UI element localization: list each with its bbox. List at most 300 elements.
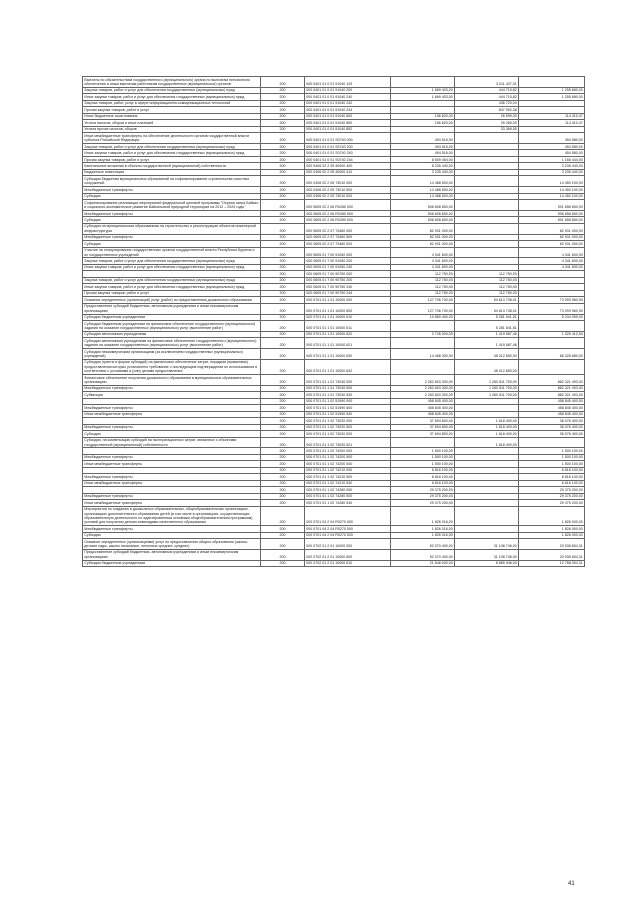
row-code-cell: 200 [261,241,305,247]
unexecuted-amount-cell [519,359,585,374]
row-name-cell: Предоставление субсидий бюджетным, автономным учреждениям и иным некоммерческим организациям [83,303,261,314]
table-row [83,437,585,448]
page-number: 41 [568,881,575,887]
table-row [83,338,585,349]
row-code-cell: 200 [261,303,305,314]
row-name-cell: Капитальные вложения в объекты государственной (муниципальной) собственности [83,163,261,169]
classification-code-cell: 000 0702 01 2 01 10000 610 [305,560,391,566]
table-row [83,176,585,187]
classification-code-cell: 000 0701 01 1 02 74280 540 [305,500,391,506]
unexecuted-amount-cell [519,437,585,448]
row-name-cell: Предоставление субсидий бюджетным, автономным учреждениям и иным некоммерческим организациям [83,549,261,560]
unexecuted-amount-cell: 6 816 100,00 [519,474,585,480]
row-name-cell: Иные закупки товаров, работ и услуг для обеспечения государственных (муниципальных) нужд [83,150,261,156]
unexecuted-amount-cell: 1 500 100,00 [519,448,585,454]
unexecuted-amount-cell: 1 255 680,00 [519,87,585,93]
approved-amount-cell: 4 341 600,00 [391,264,455,270]
row-name-cell: Субсидии бюджетным учреждениям [83,314,261,320]
executed-amount-cell [455,200,519,211]
classification-code-cell: 000 0701 01 1 01 10000 630 [305,349,391,360]
row-code-cell: 200 [261,338,305,349]
classification-code-cell: 000 0401 01 0 01 91040 242 [305,100,391,106]
executed-amount-cell: 31 108 746,00 [455,539,519,550]
row-name-cell: Субсидии [83,532,261,538]
row-name-cell: Субвенции [83,392,261,398]
row-name-cell: Межбюджетные трансферты [83,234,261,240]
classification-code-cell: 000 0605 01 7 00 90750 200 [305,277,391,283]
table-row [83,303,585,314]
row-name-cell: Иные межбюджетные трансферты на обеспечение деятельности органов государственной власти субъекта Российской Федерации [83,133,261,144]
row-name-cell: Межбюджетные трансферты [83,187,261,193]
row-name-cell: Субсидии [83,217,261,223]
approved-amount-cell: 52 070 400,00 [391,549,455,560]
table-row [83,560,585,566]
executed-amount-cell: 1 618 400,00 [455,437,519,448]
executed-amount-cell: 5 281 541,51 [455,314,519,320]
approved-amount-cell: 458 845 400,00 [391,411,455,417]
unexecuted-amount-cell: 12 768 054,31 [519,560,585,566]
unexecuted-amount-cell: 1 325 412,54 [519,331,585,337]
unexecuted-amount-cell: 73 093 960,90 [519,297,585,303]
row-code-cell: 200 [261,424,305,430]
approved-amount-cell: 506 608 650,00 [391,200,455,211]
approved-amount-cell: 1 500 100,00 [391,461,455,467]
approved-amount-cell [391,359,455,374]
row-name-cell: Закупка товаров, работ, услуг в сфере информационно-коммуникационных технологий [83,100,261,106]
unexecuted-amount-cell: 458 845 400,00 [519,411,585,417]
approved-amount-cell: 10 850 400,00 [391,314,455,320]
classification-code-cell: 000 0701 01 1 01 73030 000 [305,374,391,385]
unexecuted-amount-cell [519,338,585,349]
executed-amount-cell: 1 618 400,00 [455,418,519,424]
approved-amount-cell: 37 694 800,00 [391,418,455,424]
classification-code-cell: 000 0701 01 1 02 51590 540 [305,411,391,417]
classification-code-cell: 000 0605 01 7 00 91050 240 [305,264,391,270]
classification-code-cell: 000 0702 01 2 01 10000 600 [305,549,391,560]
classification-code-cell: 000 0401 01 0 01 91040 850 [305,120,391,126]
executed-amount-cell: 1 260 511 700,00 [455,385,519,391]
unexecuted-amount-cell: 73 093 960,90 [519,303,585,314]
approved-amount-cell: 156 620,00 [391,113,455,119]
row-code-cell: 200 [261,234,305,240]
row-code-cell: 200 [261,461,305,467]
classification-code-cell: 000 0401 01 0 01 91040 244 [305,107,391,113]
approved-amount-cell: 112 750,00 [391,290,455,296]
approved-amount-cell: 2 262 603 300,00 [391,374,455,385]
row-name-cell: Иные межбюджетные трансферты [83,500,261,506]
unexecuted-amount-cell: 5 234 059,00 [519,314,585,320]
classification-code-cell: 000 0406 02 2 05 40000 410 [305,169,391,175]
unexecuted-amount-cell: 1 165 444,00 [519,156,585,162]
approved-amount-cell [391,77,455,88]
unexecuted-amount-cell: 501 658 650,00 [519,217,585,223]
row-name-cell: Иные бюджетные ассигнования [83,113,261,119]
executed-amount-cell: 112 750,00 [455,290,519,296]
classification-code-cell: 000 0701 01 1 02 74210 540 [305,480,391,486]
classification-code-cell: 000 0605 01 7 00 90750 244 [305,290,391,296]
row-name-cell: Выплаты по обязательствам государственного (муниципального) органа по выплатам пенсионного обеспечения и иным выплатам работникам государственных (муниципальных) органов [83,77,261,88]
unexecuted-amount-cell: 1 826 000,00 [519,506,585,525]
classification-code-cell: 000 0401 01 0 01 91040 200 [305,87,391,93]
row-code-cell: 200 [261,454,305,460]
classification-code-cell: 000 0701 01 1 01 73030 530 [305,392,391,398]
executed-amount-cell: 5 281 541,51 [455,321,519,332]
row-code-cell: 200 [261,87,305,93]
approved-amount-cell: 2 262 603 300,00 [391,392,455,398]
row-code-cell: 200 [261,193,305,199]
classification-code-cell: 000 0701 01 1 02 74280 500 [305,493,391,499]
row-name-cell: Субсидии [83,431,261,437]
classification-code-cell: 000 0605 02 2 06 R0280 000 [305,200,391,211]
classification-code-cell: 000 0401 01 0 01 S0740 240 [305,150,391,156]
classification-code-cell: 000 0701 01 1 02 73020 521 [305,437,391,448]
unexecuted-amount-cell: 36 076 400,00 [519,431,585,437]
executed-amount-cell: 26 599,00 [455,113,519,119]
executed-amount-cell: 8 885 946,00 [455,560,519,566]
row-name-cell: Иные межбюджетные трансферты [83,461,261,467]
unexecuted-amount-cell [519,321,585,332]
row-code-cell: 200 [261,297,305,303]
row-name-cell: Закупка товаров, работ и услуг для обеспечения государственных (муниципальных) нужд [83,277,261,283]
executed-amount-cell: 112 750,00 [455,284,519,290]
executed-amount-cell [455,506,519,525]
row-code-cell: 200 [261,467,305,473]
approved-amount-cell: 6 816 100,00 [391,474,455,480]
row-name-cell: Субсидии бюджетным учреждениям [83,560,261,566]
row-name-cell: Уплата прочих налогов, сборов [83,126,261,132]
approved-amount-cell: 458 845 400,00 [391,405,455,411]
row-name-cell: Субсидии (гранты в форме субсидий) на финансовое обеспечение затрат, порядком (правилами) предоставления которых установлено требование о последующем подтверждении их использования в соответствии с условиями и (или) целями предоставления [83,359,261,374]
unexecuted-amount-cell: 1 500 100,00 [519,461,585,467]
row-name-cell: Мероприятия по созданию в дошкольных образовательных, общеобразовательных организациях, организациях дополнительного образования детей (в том числе в организациях, осуществляющих образовательную деятельность по адаптированным основным общеобразовательным программам) условий для получения детьми-инвалидами качественного образования [83,506,261,525]
classification-code-cell: 000 0401 01 0 01 91040 240 [305,94,391,100]
approved-amount-cell [391,437,455,448]
row-name-cell: Межбюджетные трансферты [83,424,261,430]
row-code-cell: 200 [261,418,305,424]
row-code-cell: 200 [261,150,305,156]
row-code-cell: 200 [261,187,305,193]
row-name-cell: Иные закупки товаров, работ и услуг для обеспечения государственных (муниципальных) нужд [83,284,261,290]
unexecuted-amount-cell: 454 580,00 [519,133,585,144]
classification-code-cell: 000 0406 02 2 05 40000 400 [305,163,391,169]
row-code-cell: 200 [261,493,305,499]
unexecuted-amount-cell: 3 235 440,00 [519,163,585,169]
approved-amount-cell: 4 341 600,00 [391,247,455,258]
classification-code-cell: 000 0605 01 7 00 91050 200 [305,258,391,264]
row-code-cell: 200 [261,314,305,320]
executed-amount-cell: 436 720,04 [455,100,519,106]
executed-amount-cell: 3 011 427,01 [455,77,519,88]
approved-amount-cell: 2 745 000,00 [391,331,455,337]
classification-code-cell: 000 0701 04 2 04 R0270 500 [305,526,391,532]
classification-code-cell: 000 0605 02 2 07 73460 000 [305,223,391,234]
classification-code-cell: 000 0701 01 1 01 10000 620 [305,331,391,337]
approved-amount-cell: 1 669 403,00 [391,94,455,100]
row-code-cell: 200 [261,120,305,126]
row-name-cell: Межбюджетные трансферты [83,493,261,499]
approved-amount-cell: 1 500 100,00 [391,454,455,460]
approved-amount-cell: 112 750,00 [391,271,455,277]
unexecuted-amount-cell: 1 500 100,00 [519,454,585,460]
row-code-cell: 200 [261,247,305,258]
unexecuted-amount-cell: 29 375 200,00 [519,487,585,493]
row-code-cell: 200 [261,290,305,296]
row-code-cell: 200 [261,156,305,162]
unexecuted-amount-cell: 82 931 000,00 [519,223,585,234]
unexecuted-amount-cell: 114 410,47 [519,120,585,126]
table-body [83,77,585,567]
row-code-cell: 200 [261,487,305,493]
row-code-cell: 200 [261,277,305,283]
table-row [83,374,585,385]
unexecuted-amount-cell: 82 931 000,00 [519,241,585,247]
executed-amount-cell: 1 618 400,00 [455,424,519,430]
approved-amount-cell: 29 375 200,00 [391,500,455,506]
table-row [83,359,585,374]
executed-amount-cell: 1 618 400,00 [455,431,519,437]
approved-amount-cell: 6 509 454,00 [391,156,455,162]
row-code-cell: 200 [261,100,305,106]
approved-amount-cell: 494 516,00 [391,133,455,144]
unexecuted-amount-cell: 4 341 600,00 [519,247,585,258]
executed-amount-cell: 1 260 511 700,00 [455,392,519,398]
row-code-cell: 200 [261,77,305,88]
approved-amount-cell: 112 750,00 [391,277,455,283]
row-code-cell: 200 [261,107,305,113]
row-name-cell: Субсидии бюджетным учреждениям на финансовое обеспечение государственного (муниципального) задания на оказание государственных (муниципальных) услуг (выполнение работ) [83,321,261,332]
classification-code-cell: 000 0701 01 1 02 51590 000 [305,398,391,404]
unexecuted-amount-cell: 36 076 400,00 [519,418,585,424]
executed-amount-cell [455,223,519,234]
approved-amount-cell: 127 706 700,00 [391,303,455,314]
classification-code-cell: 000 0701 01 1 02 51590 500 [305,405,391,411]
row-code-cell: 200 [261,385,305,391]
table-row [83,223,585,234]
classification-code-cell: 000 0701 01 1 02 74200 000 [305,448,391,454]
row-name-cell: Межбюджетные трансферты [83,526,261,532]
row-name-cell: Уплата налогов, сборов и иных платежей [83,120,261,126]
row-code-cell: 200 [261,176,305,187]
row-code-cell: 200 [261,398,305,404]
row-name-cell: Участие на стимулирование государственных органов государственной власти Республики Бурятия и их государственных учреждений [83,247,261,258]
classification-code-cell: 000 0401 01 0 01 S0740 000 [305,133,391,144]
unexecuted-amount-cell: 458 845 400,00 [519,398,585,404]
table-row [83,247,585,258]
row-code-cell: 200 [261,448,305,454]
classification-code-cell: 000 0401 01 0 01 S0740 200 [305,143,391,149]
approved-amount-cell: 21 648 000,00 [391,560,455,566]
table-row [83,321,585,332]
classification-code-cell: 000 0701 01 1 01 10000 610 [305,314,391,320]
unexecuted-amount-cell: 454 580,00 [519,143,585,149]
row-code-cell: 200 [261,331,305,337]
approved-amount-cell: 4 341 600,00 [391,258,455,264]
approved-amount-cell: 3 235 440,00 [391,169,455,175]
unexecuted-amount-cell: 36 076 400,00 [519,424,585,430]
row-code-cell: 200 [261,405,305,411]
unexecuted-amount-cell: 82 931 000,00 [519,234,585,240]
row-code-cell: 200 [261,94,305,100]
table-row [83,133,585,144]
executed-amount-cell: 1 260 511 700,00 [455,374,519,385]
executed-amount-cell: 112 750,00 [455,277,519,283]
classification-code-cell: 000 0701 01 1 02 73020 500 [305,424,391,430]
approved-amount-cell: 6 816 100,00 [391,480,455,486]
table-row [83,549,585,560]
classification-code-cell: 000 0605 02 2 07 73460 500 [305,234,391,240]
unexecuted-amount-cell: 14 450 100,00 [519,193,585,199]
row-code-cell: 200 [261,411,305,417]
row-code-cell: 200 [261,163,305,169]
row-code-cell: 200 [261,126,305,132]
classification-code-cell: 000 0406 02 2 05 73010 520 [305,193,391,199]
row-code-cell: 200 [261,392,305,398]
unexecuted-amount-cell: 1 826 000,00 [519,526,585,532]
unexecuted-amount-cell: 114 410,47 [519,113,585,119]
row-code-cell: 200 [261,258,305,264]
approved-amount-cell [391,321,455,332]
classification-code-cell: 000 0701 01 1 01 10000 600 [305,303,391,314]
row-code-cell: 200 [261,539,305,550]
classification-code-cell: 000 0605 01 7 00 91050 000 [305,247,391,258]
classification-code-cell: 000 0406 02 2 05 73010 500 [305,187,391,193]
approved-amount-cell: 8 235 440,00 [391,163,455,169]
row-name-cell: Субсидии на муниципальным образованиям на строительство и реконструкцию объектов инженерной инфраструктуры [83,223,261,234]
classification-code-cell: 000 0605 02 2 06 R0280 520 [305,217,391,223]
row-name-cell: Закупка товаров, работ и услуг для обеспечения государственных (муниципальных) нужд [83,258,261,264]
row-name-cell: Иные закупки товаров, работ и услуг для обеспечения государственных (муниципальных) нужд [83,94,261,100]
approved-amount-cell: 6 816 100,00 [391,467,455,473]
row-name-cell: Субсидии некоммерческим организациям (за исключением государственных (муниципальных) учреждений) [83,349,261,360]
unexecuted-amount-cell [519,77,585,88]
row-code-cell: 200 [261,271,305,277]
row-name-cell: Прочая закупка товаров, работ и услуг [83,290,261,296]
row-name-cell: Иные закупки товаров, работ и услуг для обеспечения государственных (муниципальных) нужд [83,264,261,270]
classification-code-cell: 000 0701 01 1 02 73020 000 [305,418,391,424]
approved-amount-cell: 112 750,00 [391,284,455,290]
row-name-cell: Межбюджетные трансферты [83,474,261,480]
row-name-cell: Финансовое обеспечение получения дошкольного образования в муниципальных образовательных организациях [83,374,261,385]
row-code-cell: 200 [261,532,305,538]
row-name-cell: Прочая закупка товаров, работ и услуг [83,156,261,162]
row-code-cell: 200 [261,223,305,234]
classification-code-cell: 000 0701 01 1 01 10000 632 [305,359,391,374]
row-code-cell: 200 [261,169,305,175]
classification-code-cell: 000 0701 04 2 04 R0270 520 [305,532,391,538]
row-code-cell: 200 [261,431,305,437]
classification-code-cell: 000 0701 01 1 02 74200 540 [305,461,391,467]
row-code-cell: 200 [261,133,305,144]
classification-code-cell: 000 0605 02 2 06 R0280 500 [305,210,391,216]
unexecuted-amount-cell: 4 341 600,00 [519,258,585,264]
unexecuted-amount-cell: 66 328 680,00 [519,349,585,360]
unexecuted-amount-cell: 501 658 650,00 [519,200,585,211]
table-row [83,200,585,211]
unexecuted-amount-cell: 1 255 680,00 [519,94,585,100]
approved-amount-cell: 37 694 800,00 [391,431,455,437]
row-name-cell: Субсидии автономным учреждениям [83,331,261,337]
executed-amount-cell: 33 369,55 [455,126,519,132]
row-name-cell: Закупка товаров, работ и услуг для обеспечения государственных (муниципальных) нужд [83,143,261,149]
approved-amount-cell: 14 488 500,00 [391,193,455,199]
approved-amount-cell: 29 375 200,00 [391,493,455,499]
row-name-cell: Субсидии [83,241,261,247]
row-code-cell: 200 [261,480,305,486]
classification-code-cell: 000 0701 01 1 01 10000 611 [305,321,391,332]
row-code-cell: 200 [261,437,305,448]
approved-amount-cell: 14 488 300,00 [391,349,455,360]
approved-amount-cell: 14 488 500,00 [391,176,455,187]
classification-code-cell: 000 0702 01 2 01 10000 000 [305,539,391,550]
unexecuted-amount-cell: 20 938 654,31 [519,539,585,550]
budget-execution-table [82,76,585,567]
approved-amount-cell: 14 488 500,00 [391,187,455,193]
approved-amount-cell: 494 516,00 [391,150,455,156]
unexecuted-amount-cell: 4 341 600,00 [519,264,585,270]
row-code-cell: 200 [261,506,305,525]
classification-code-cell: 000 0701 04 2 04 R0270 000 [305,506,391,525]
table-row [83,349,585,360]
approved-amount-cell: 29 375 200,00 [391,487,455,493]
row-name-cell: Иные межбюджетные трансферты [83,411,261,417]
unexecuted-amount-cell: 882 321 493,00 [519,385,585,391]
classification-code-cell: 000 0701 01 1 02 73020 520 [305,431,391,437]
approved-amount-cell: 127 706 700,00 [391,297,455,303]
row-code-cell: 200 [261,200,305,211]
row-code-cell: 200 [261,500,305,506]
row-code-cell: 200 [261,143,305,149]
row-code-cell: 200 [261,349,305,360]
approved-amount-cell: 494 516,00 [391,143,455,149]
unexecuted-amount-cell: 506 658 650,00 [519,210,585,216]
row-code-cell: 200 [261,321,305,332]
executed-amount-cell: 48 012 650,00 [455,349,519,360]
approved-amount-cell: 37 694 800,00 [391,424,455,430]
executed-amount-cell [455,247,519,258]
classification-code-cell: 000 0401 01 0 01 S0740 244 [305,156,391,162]
executed-amount-cell: 444 715,82 [455,94,519,100]
classification-code-cell: 000 0406 02 2 05 73010 000 [305,176,391,187]
approved-amount-cell: 82 931 000,00 [391,241,455,247]
approved-amount-cell: 156 620,00 [391,120,455,126]
row-name-cell: Межбюджетные трансферты [83,385,261,391]
table-row [83,77,585,88]
classification-code-cell: 000 0701 01 1 01 73030 500 [305,385,391,391]
approved-amount-cell: 1 500 100,00 [391,448,455,454]
row-code-cell: 200 [261,549,305,560]
executed-amount-cell: 54 613 738,01 [455,303,519,314]
unexecuted-amount-cell: 29 375 200,00 [519,500,585,506]
unexecuted-amount-cell: 20 938 654,31 [519,549,585,560]
row-code-cell: 200 [261,474,305,480]
row-name-cell: Бюджетные инвестиции [83,169,261,175]
classification-code-cell: 000 0701 01 1 02 74280 000 [305,487,391,493]
classification-code-cell: 000 0401 01 0 01 91040 852 [305,126,391,132]
row-name-cell: Закупка товаров, работ и услуг для обеспечения государственных (муниципальных) нужд [83,87,261,93]
approved-amount-cell: 1 826 016,00 [391,532,455,538]
row-name-cell: Субсидии бюджетам муниципальных образований на софинансирование строительства очистных сооружений [83,176,261,187]
approved-amount-cell: 1 826 016,00 [391,506,455,525]
executed-amount-cell: 39 265,00 [455,120,519,126]
budget-execution-table-page [82,76,584,567]
unexecuted-amount-cell: 1 826 000,00 [519,532,585,538]
executed-amount-cell: 112 750,00 [455,271,519,277]
row-code-cell: 200 [261,374,305,385]
approved-amount-cell: 506 608 650,00 [391,217,455,223]
row-code-cell: 200 [261,264,305,270]
row-code-cell: 200 [261,526,305,532]
row-code-cell: 200 [261,217,305,223]
